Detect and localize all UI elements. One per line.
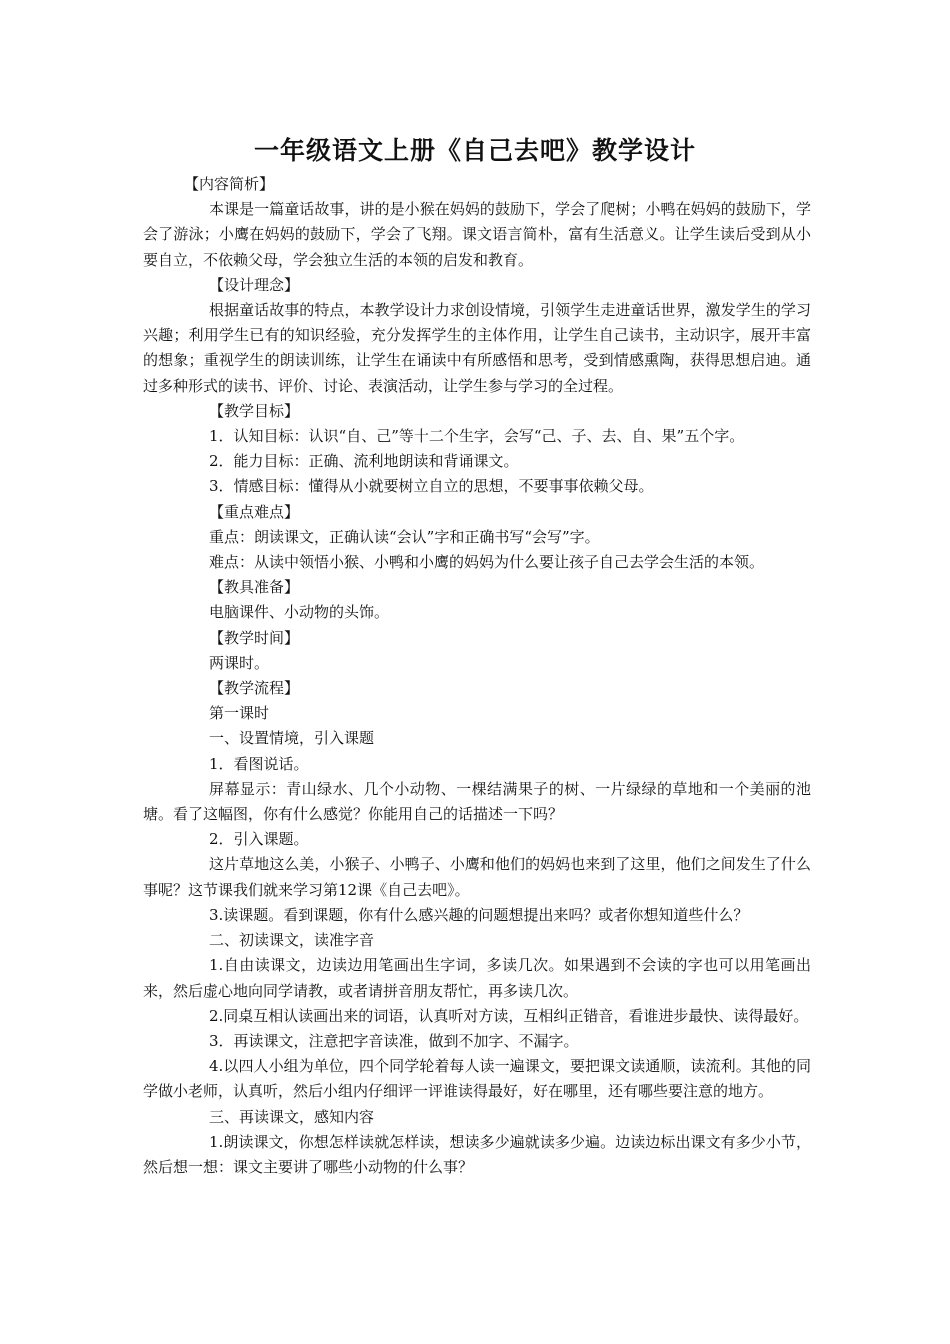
- section-heading-time: 【教学时间】: [209, 628, 300, 647]
- section-heading-tools: 【教具准备】: [209, 578, 300, 597]
- paragraph-design: 根据童话故事的特点，本教学设计力求创设情境，引领学生走进童话世界，激发学生的学习兴趣；利用学生已有的知识经验，充分发挥学生的主体作用，让学生自己读书，主动识字，展开丰富的想象；重视学生的朗读训练，让学生在诵读中有所感悟和思考，受到情感熏陶，获得思想启迪。通过多种形式的读书、评价、讨论、表演活动，让学生参与学习的全过程。: [143, 301, 811, 395]
- paragraph-step: 这片草地这么美，小猴子、小鸭子、小鹰和他们的妈妈也来到了这里，他们之间发生了什么事呢？这节课我们就来学习第12课《自己去吧》。: [143, 855, 811, 899]
- document-body: [143, 172, 811, 1180]
- paragraph-step: 屏幕显示：青山绿水、几个小动物、一棵结满果子的树、一片绿绿的草地和一个美丽的池塘。看了这幅图，你有什么感觉？你能用自己的话描述一下吗？: [143, 779, 811, 824]
- section-heading-design: 【设计理念】: [209, 275, 300, 294]
- step-heading: 一、设置情境，引入课题: [209, 729, 375, 748]
- step-heading: 二、初读课文，读准字音: [209, 931, 375, 950]
- paragraph-content: 本课是一篇童话故事，讲的是小猴在妈妈的鼓励下，学会了爬树；小鸭在妈妈的鼓励下，学会了游泳；小鹰在妈妈的鼓励下，学会了飞翔。课文语言简朴，富有生活意义。让学生读后受到从小要自立，不依赖父母，学会独立生活的本领的启发和教育。: [143, 200, 811, 269]
- step-item: 3.读课题。看到课题，你有什么感兴趣的问题想提出来吗？或者你想知道些什么？: [209, 905, 749, 924]
- lesson-heading: 第一课时: [209, 704, 270, 723]
- step-item: 2．引入课题。: [209, 830, 309, 849]
- step-heading: 三、再读课文，感知内容: [209, 1107, 375, 1126]
- key-point: 重点：朗读课文，正确认读“会认”字和正确书写“会写”字。: [209, 527, 600, 546]
- paragraph-time: 两课时。: [209, 653, 270, 672]
- difficulty-point: 难点：从读中领悟小猴、小鸭和小鹰的妈妈为什么要让孩子自己去学会生活的本领。: [209, 553, 765, 572]
- step-item: 1.朗读课文，你想怎样读就怎样读，想读多少遍就读多少遍。边读边标出课文有多少小节，然后想一想：课文主要讲了哪些小动物的什么事？: [143, 1132, 811, 1176]
- step-item: 4.以四人小组为单位，四个同学轮着每人读一遍课文，要把课文读通顺，读流利。其他的同学做小老师，认真听，然后小组内仔细评一评谁读得最好，好在哪里，还有哪些要注意的地方。: [143, 1057, 811, 1101]
- goal-item: 1．认知目标：认识“自、己”等十二个生字，会写“己、子、去、自、果”五个字。: [209, 427, 745, 446]
- step-item: 1.自由读课文，边读边用笔画出生字词，多读几次。如果遇到不会读的字也可以用笔画出来，然后虚心地向同学请教，或者请拼音朋友帮忙，再多读几次。: [143, 956, 811, 1000]
- step-item: 1．看图说话。: [209, 754, 309, 773]
- section-heading-key: 【重点难点】: [209, 502, 300, 521]
- step-item: 3．再读课文，注意把字音读准，做到不加字、不漏字。: [209, 1031, 579, 1050]
- section-heading-goals: 【教学目标】: [209, 401, 300, 420]
- section-heading-flow: 【教学流程】: [209, 679, 300, 698]
- step-item: 2.同桌互相认读画出来的词语，认真听对方读，互相纠正错音，看谁进步最快、读得最好。: [209, 1006, 809, 1025]
- document-title: 一年级语文上册《自己去吧》教学设计: [253, 136, 696, 165]
- goal-item: 3．情感目标：懂得从小就要树立自立的思想，不要事事依赖父母。: [209, 477, 654, 496]
- paragraph-tools: 电脑课件、小动物的头饰。: [209, 603, 390, 622]
- section-heading-content: 【内容简析】: [184, 175, 275, 193]
- goal-item: 2．能力目标：正确、流利地朗读和背诵课文。: [209, 452, 519, 471]
